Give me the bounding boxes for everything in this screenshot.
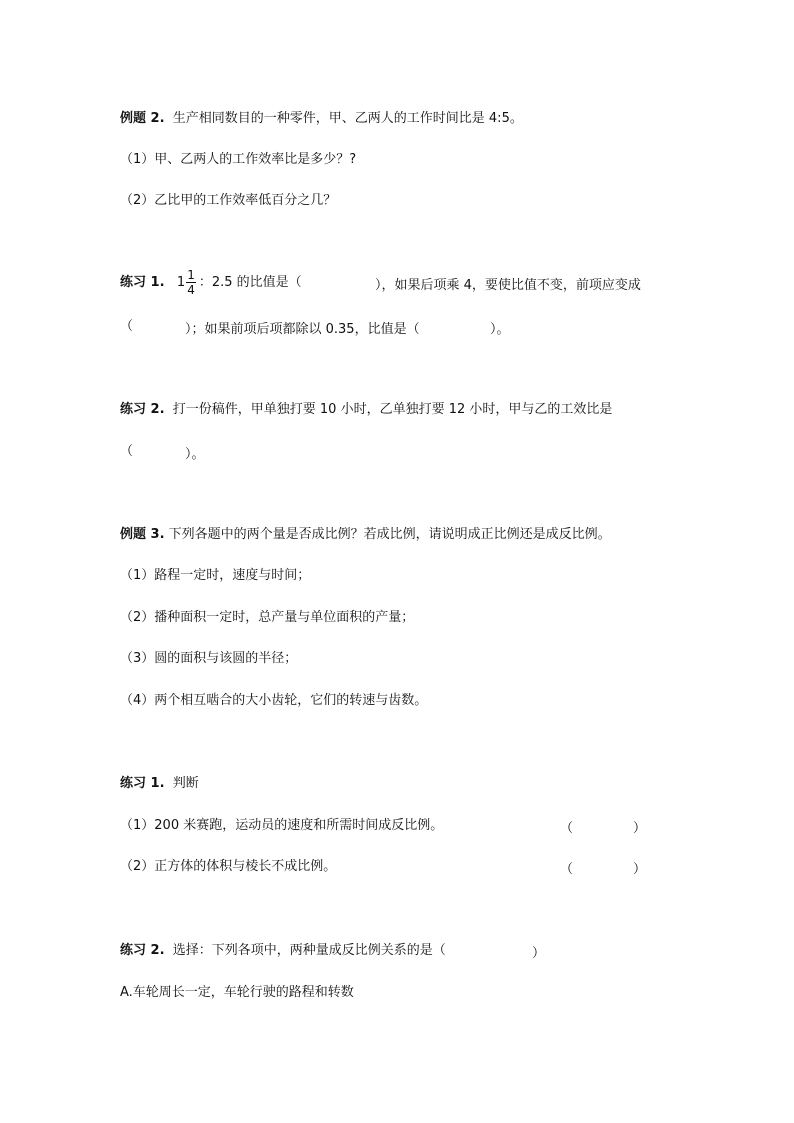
practice-1-heading	[120, 266, 302, 300]
practice-2-text: 打一份稿件，甲单独打要 10 小时，乙单独打要 12 小时，甲与乙的工效比是	[172, 402, 613, 417]
practice-2-blank-open: （	[120, 444, 134, 459]
example-3-item-1: （1）路程一定时，速度与时间；	[120, 568, 311, 583]
choice-label: 练习 2.	[120, 943, 165, 958]
choice-heading	[120, 942, 446, 960]
mixed-number-whole: 1	[176, 275, 186, 290]
practice-1-text-a: ：2.5 的比值是（	[198, 275, 302, 290]
blank-open-1: （	[120, 319, 134, 334]
judge-1-open: （	[560, 821, 574, 836]
judge-2-open: （	[560, 862, 574, 877]
example-2-question-1: （1）甲、乙两人的工作效率比是多少？?	[120, 152, 357, 167]
judge-label: 练习 1.	[120, 776, 165, 791]
example-3-item-3: （3）圆的面积与该圆的半径；	[120, 651, 298, 666]
fraction-numerator: 1	[187, 268, 195, 282]
example-3-label: 例题 3.	[120, 527, 165, 542]
judge-item-2: （2）正方体的体积与棱长不成比例。	[120, 859, 337, 874]
practice-1-line-2b: ）；如果前项后项都除以 0.35，比值是（	[185, 322, 420, 337]
judge-text: 判断	[172, 776, 199, 791]
judge-item-1: （1）200 米赛跑，运动员的速度和所需时间成反比例。	[120, 818, 444, 833]
example-3-item-2: （2）播种面积一定时，总产量与单位面积的产量；	[120, 610, 415, 625]
example-2-label: 例题 2.	[120, 111, 165, 126]
judge-heading	[120, 775, 199, 793]
practice-1-label: 练习 1.	[120, 275, 165, 290]
example-2-text: 生产相同数目的一种零件，甲、乙两人的工作时间比是 4:5。	[172, 111, 523, 126]
choice-close: ）	[532, 946, 546, 961]
practice-2-blank-close: ）。	[185, 447, 205, 462]
judge-2-close: ）	[633, 862, 647, 877]
judge-1-close: ）	[633, 821, 647, 836]
example-3-item-4: （4）两个相互啮合的大小齿轮，它们的转速与齿数。	[120, 693, 428, 708]
fraction-denominator: 4	[187, 283, 195, 297]
practice-1-line-2c: ）。	[490, 322, 510, 337]
example-3-heading	[120, 526, 611, 544]
practice-2-label: 练习 2.	[120, 402, 165, 417]
practice-1-text-b: ），如果后项乘 4，要使比值不变，前项应变成	[375, 278, 641, 293]
fraction	[186, 268, 196, 297]
example-3-text: 下列各题中的两个量是否成比例？若成比例，请说明成正比例还是成反比例。	[168, 527, 611, 542]
choice-text: 选择：下列各项中，两种量成反比例关系的是（	[172, 943, 446, 958]
choice-option-a: A.车轮周长一定，车轮行驶的路程和转数	[120, 985, 354, 1000]
example-2-question-2: （2）乙比甲的工作效率低百分之几？	[120, 193, 337, 208]
practice-2-heading	[120, 401, 612, 419]
example-2-heading	[120, 110, 523, 128]
practice-1-line-2	[120, 318, 133, 336]
